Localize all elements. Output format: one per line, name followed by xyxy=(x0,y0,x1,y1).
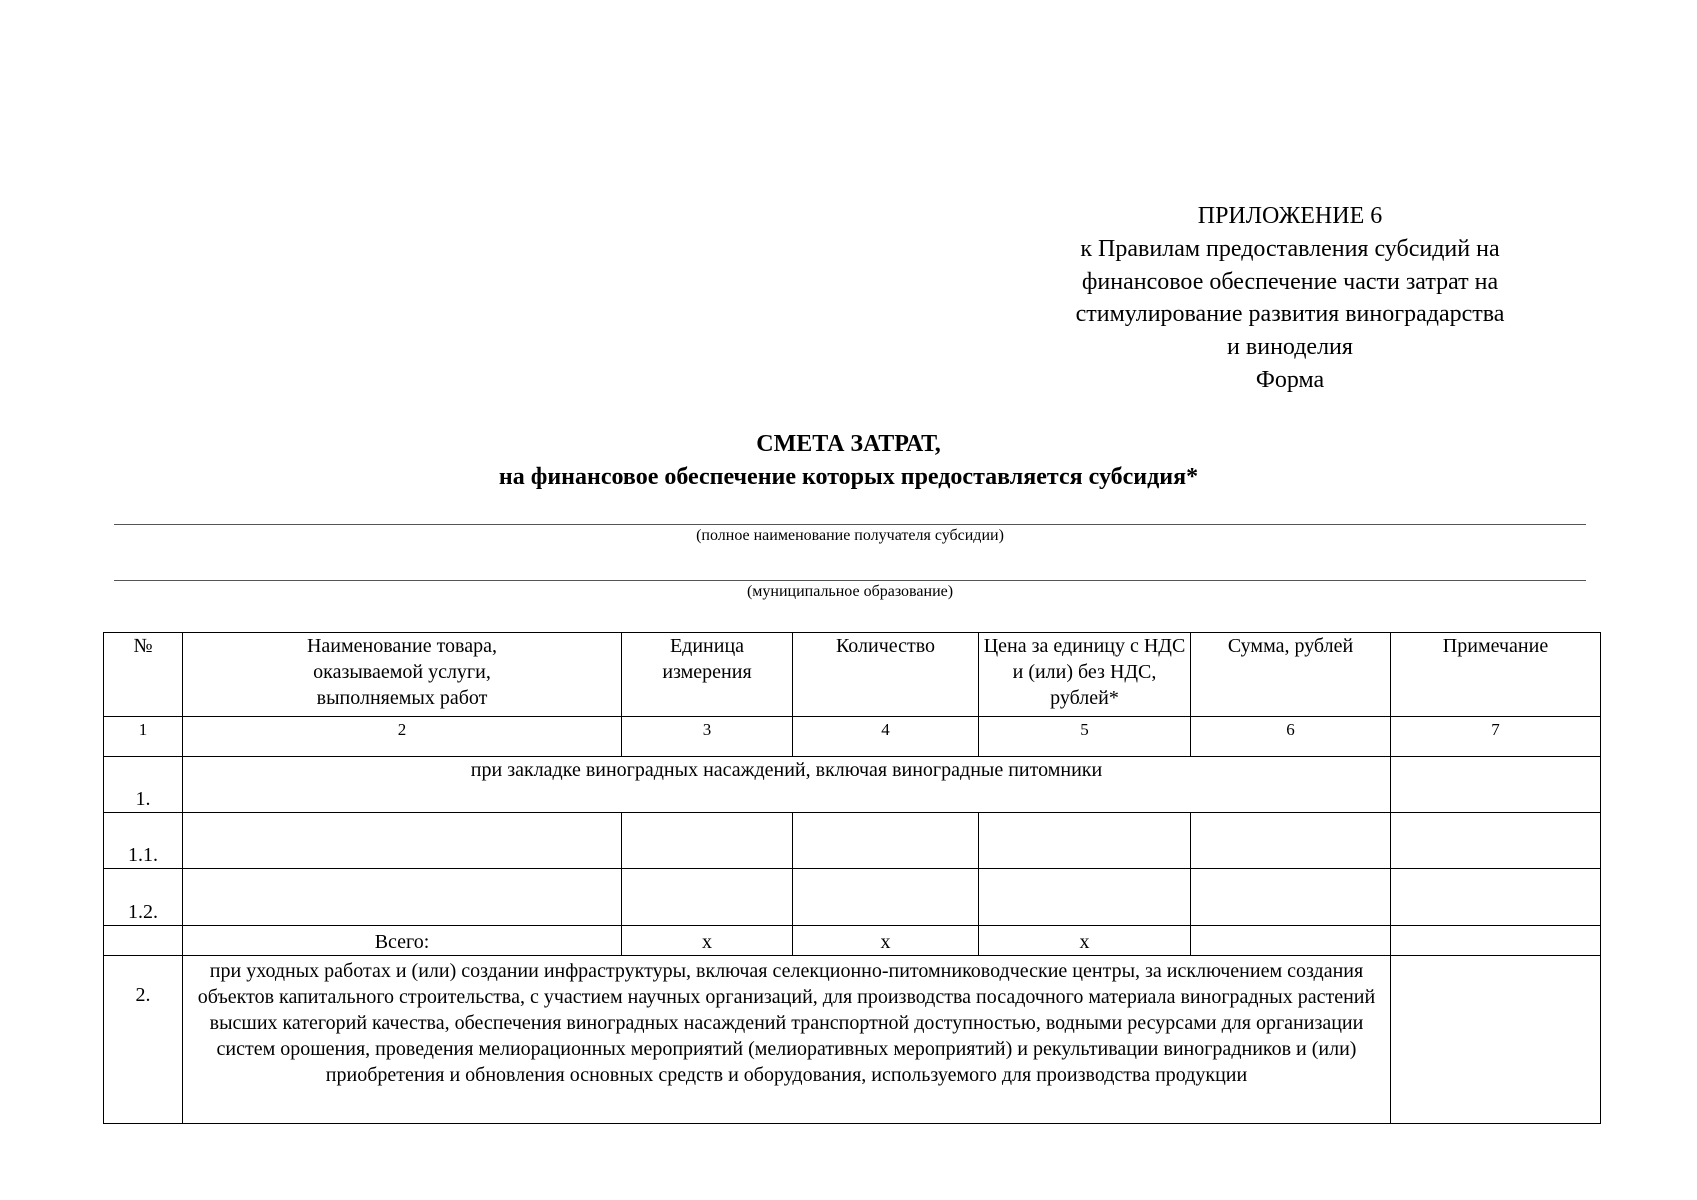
unit-cell[interactable] xyxy=(622,869,793,926)
price-cell[interactable] xyxy=(979,813,1191,869)
quantity-cell[interactable] xyxy=(793,813,979,869)
column-number: 2 xyxy=(183,717,622,757)
name-cell[interactable] xyxy=(183,869,622,926)
quantity-cell[interactable] xyxy=(793,869,979,926)
section-text: при уходных работах и (или) создании инфраструктуры, включая селекционно-питомниководческие центры, за исключением создания объектов капитального строительства, с участием научных организаций, для производства посадочного материала виноградных растений высших категорий качества, обеспечения виноградных насаждений транспортной доступностью, водными ресурсами для организации систем орошения, проведения мелиорационных мероприятий (мелиоративных мероприятий) и рекультивации виноградников и (или) приобретения и обновления основных средств и оборудования, используемого для производства продукции xyxy=(183,956,1391,1124)
table-row xyxy=(104,869,1601,926)
row-number: 1.1. xyxy=(104,813,183,869)
header-cell: Наименование товара, оказываемой услуги, выполняемых работ xyxy=(183,633,622,717)
title-line-2: на финансовое обеспечение которых предоставляется субсидия* xyxy=(498,464,1199,490)
unit-x: х xyxy=(622,926,793,956)
recipient-field-line[interactable] xyxy=(114,524,1586,525)
table-row xyxy=(104,813,1601,869)
row-number: 1. xyxy=(104,757,183,813)
cost-estimate-table xyxy=(103,632,1601,1124)
unit-cell[interactable] xyxy=(622,813,793,869)
quantity-x: х xyxy=(793,926,979,956)
total-sum-cell[interactable] xyxy=(1191,926,1391,956)
column-number: 7 xyxy=(1391,717,1601,757)
row-number: 2. xyxy=(104,956,183,1124)
section-row-1 xyxy=(104,757,1601,813)
column-number: 3 xyxy=(622,717,793,757)
column-number: 4 xyxy=(793,717,979,757)
note-cell[interactable] xyxy=(1391,956,1601,1124)
column-number: 6 xyxy=(1191,717,1391,757)
note-cell[interactable] xyxy=(1391,757,1601,813)
total-row xyxy=(104,926,1601,956)
municipality-caption: (муниципальное образование) xyxy=(746,583,954,600)
document-title xyxy=(0,428,1697,494)
sum-cell[interactable] xyxy=(1191,813,1391,869)
section-text: при закладке виноградных насаждений, включая виноградные питомники xyxy=(183,757,1391,813)
form-label: Форма xyxy=(1255,366,1325,393)
appendix-line: к Правилам предоставления субсидий на xyxy=(1080,235,1500,262)
header-cell: Цена за единицу с НДС и (или) без НДС, рублей* xyxy=(979,633,1191,717)
header-cell: № xyxy=(104,633,183,717)
section-row-2 xyxy=(104,956,1601,1124)
appendix-line: и виноделия xyxy=(1227,334,1353,361)
note-cell[interactable] xyxy=(1391,813,1601,869)
row-number xyxy=(104,926,183,956)
column-number-row xyxy=(104,717,1601,757)
note-cell[interactable] xyxy=(1391,926,1601,956)
header-cell: Сумма, рублей xyxy=(1191,633,1391,717)
header-cell: Единица измерения xyxy=(622,633,793,717)
appendix-line: финансовое обеспечение части затрат на xyxy=(1081,268,1499,295)
header-cell: Количество xyxy=(793,633,979,717)
municipality-field-line[interactable] xyxy=(114,580,1586,581)
name-cell[interactable] xyxy=(183,813,622,869)
recipient-caption: (полное наименование получателя субсидии) xyxy=(696,527,1004,544)
sum-cell[interactable] xyxy=(1191,869,1391,926)
appendix-header xyxy=(1000,200,1580,397)
total-label: Всего: xyxy=(183,926,622,956)
title-line-1: СМЕТА ЗАТРАТ, xyxy=(756,431,941,457)
row-number: 1.2. xyxy=(104,869,183,926)
column-number: 5 xyxy=(979,717,1191,757)
price-cell[interactable] xyxy=(979,869,1191,926)
price-x: х xyxy=(979,926,1191,956)
appendix-line: стимулирование развития виноградарства xyxy=(1075,301,1505,328)
note-cell[interactable] xyxy=(1391,869,1601,926)
column-number: 1 xyxy=(104,717,183,757)
header-cell: Примечание xyxy=(1391,633,1601,717)
header-row xyxy=(104,633,1601,717)
appendix-number: ПРИЛОЖЕНИЕ 6 xyxy=(1197,203,1383,229)
